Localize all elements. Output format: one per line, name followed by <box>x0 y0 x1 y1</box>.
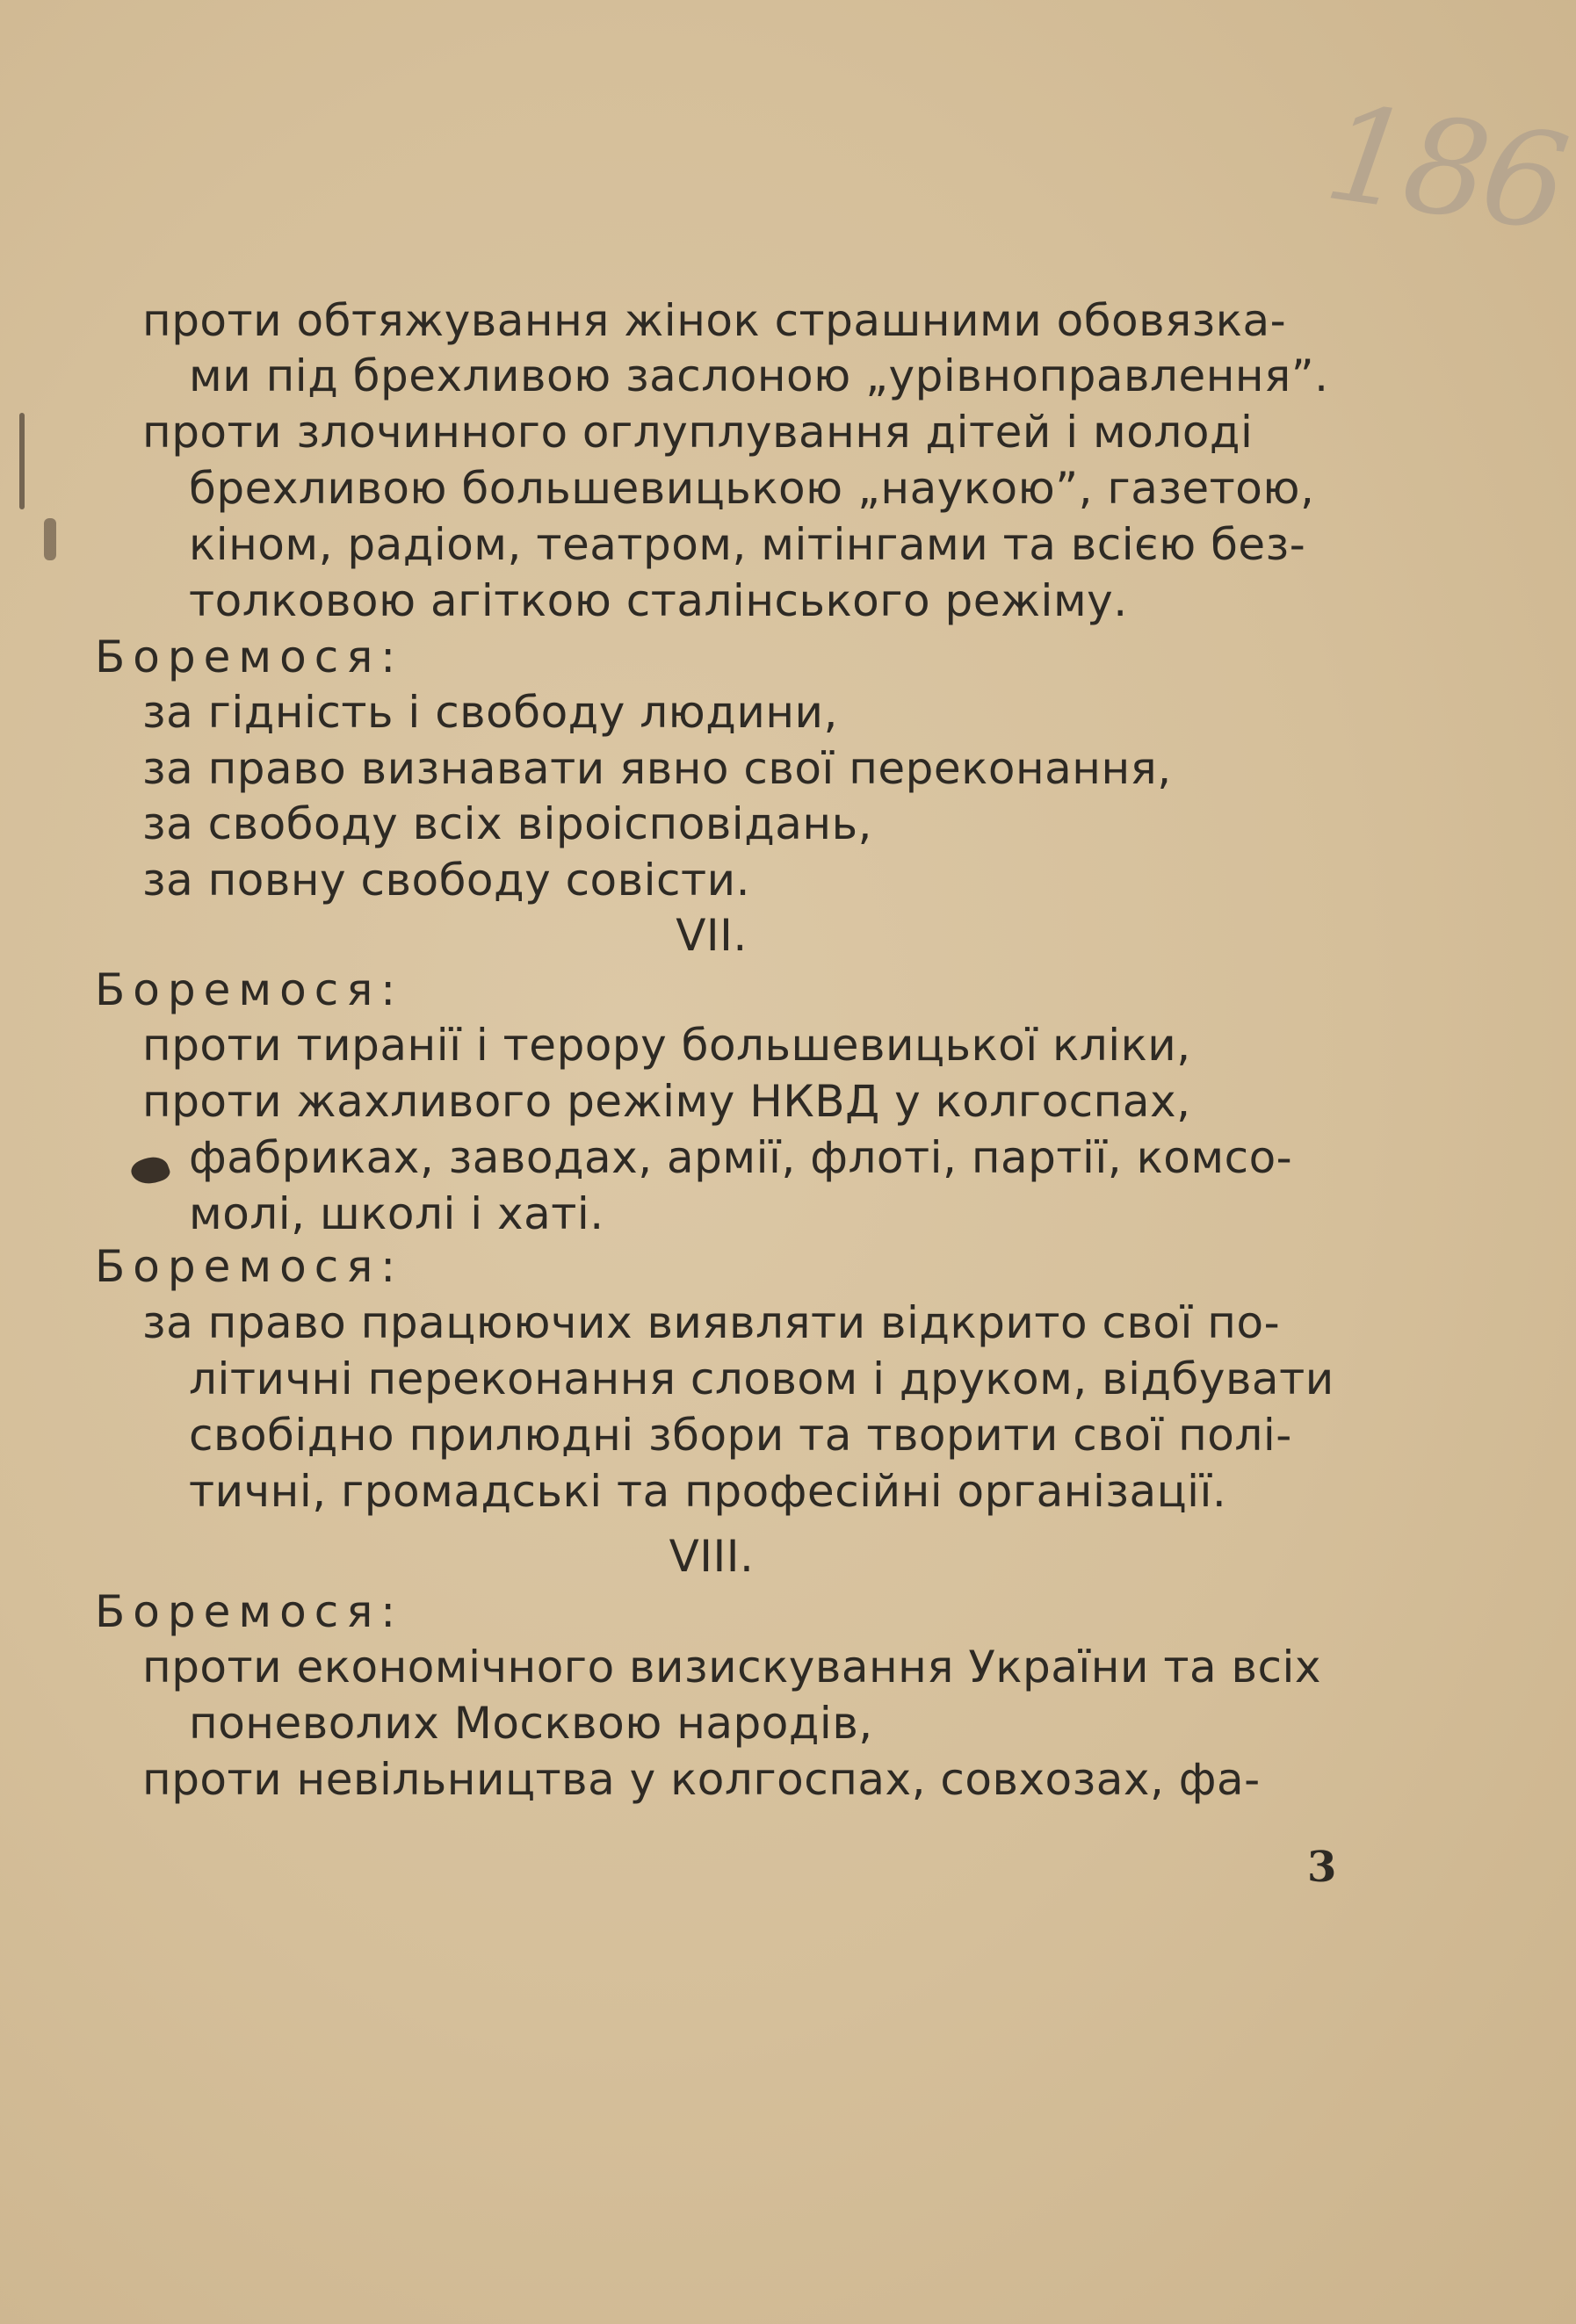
text-line: ми під брехливою заслоною „урівноправлення”. <box>189 350 1329 401</box>
text-line: проти обтяжування жінок страшними обовязка- <box>142 295 1287 346</box>
text-line: поневолих Москвою народів, <box>189 1698 873 1749</box>
text-line: молі, школі і хаті. <box>189 1188 604 1239</box>
binding-mark <box>44 518 56 560</box>
binding-mark <box>19 413 25 509</box>
roman-numeral: VIII. <box>669 1531 755 1582</box>
text-line: проти злочинного оглуплування дітей і молоді <box>142 407 1254 458</box>
section-heading: Боремося: <box>95 632 404 682</box>
section-heading: Боремося: <box>95 1586 404 1637</box>
text-line: за право працюючих виявляти відкрито свої по- <box>142 1297 1281 1348</box>
text-line: кіном, радіом, театром, мітінгами та всією без- <box>189 519 1306 570</box>
text-line: за право визнавати явно свої переконання, <box>142 743 1172 794</box>
roman-numeral: VII. <box>676 910 748 961</box>
text-line: за гідність і свободу людини, <box>142 687 838 738</box>
section-heading: Боремося: <box>95 964 404 1015</box>
handwritten-page-number: 186 <box>1317 76 1572 261</box>
section-heading: Боремося: <box>95 1241 404 1292</box>
text-line: літичні переконання словом і друком, відбувати <box>189 1353 1334 1404</box>
text-line: толковою агіткою сталінського режіму. <box>189 575 1128 626</box>
text-line: проти невільництва у колгоспах, совхозах, фа- <box>142 1754 1261 1805</box>
text-line: проти економічного визиcкування України та всіх <box>142 1642 1321 1692</box>
text-line: брехливою большевицькою „наукою”, газетою, <box>189 463 1315 514</box>
page-number: 3 <box>1307 1843 1337 1892</box>
text-line: тичні, громадські та професійні організації. <box>189 1466 1227 1517</box>
text-line: проти тиранії і терору большевицької кліки, <box>142 1020 1191 1071</box>
text-line: проти жахливого режіму НКВД у колгоспах, <box>142 1076 1191 1127</box>
text-line: за повну свободу совісти. <box>142 855 751 906</box>
paper-hole <box>128 1152 172 1190</box>
text-line: за свободу всіх віроісповідань, <box>142 798 872 849</box>
text-line: фабриках, заводах, армії, флоті, партії, комсо- <box>189 1132 1293 1183</box>
text-line: свобідно прилюдні збори та творити свої полі- <box>189 1410 1292 1461</box>
